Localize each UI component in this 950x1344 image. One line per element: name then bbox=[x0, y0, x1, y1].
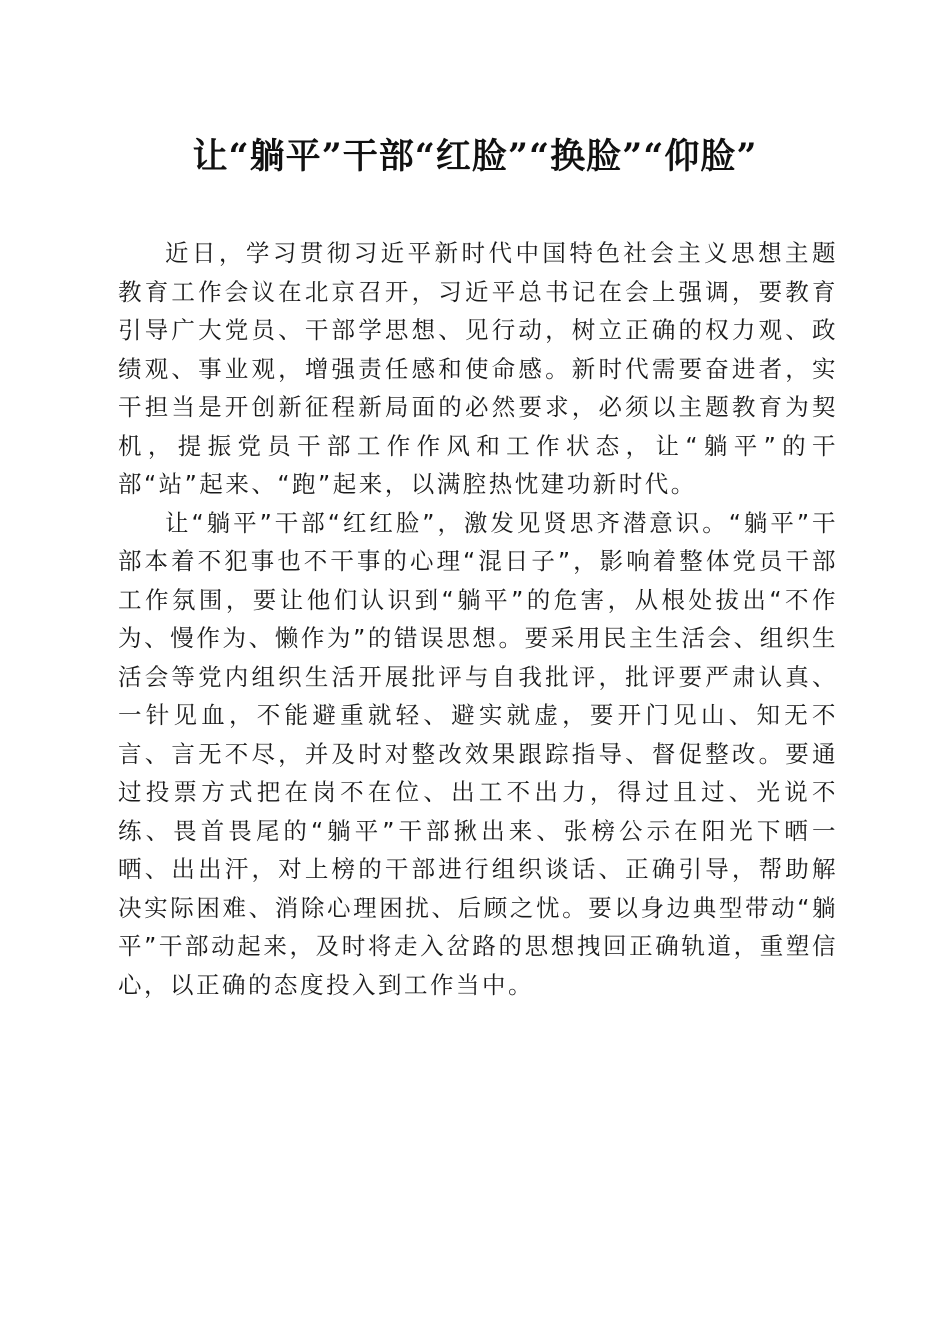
document-title: 让“躺平”干部“红脸”“换脸”“仰脸” bbox=[192, 136, 758, 177]
paragraph-2: 让“躺平”干部“红红脸”，激发见贤思齐潜意识。“躺平”干部本着不犯事也不干事的心理“混日子”，影响着整体党员干部工作氛围，要让他们认识到“躺平”的危害，从根处拔出“不作为、慢作为、懒作为”的错误思想。要采用民主生活会、组织生活会等党内组织生活开展批评与自我批评，批评要严肃认真、一针见血，不能避重就轻、避实就虚，要开门见山、知无不言、言无不尽，并及时对整改效果跟踪指导、督促整改。要通过投票方式把在岗不在位、出工不出力，得过且过、光说不练、畏首畏尾的“躺平”干部揪出来、张榜公示在阳光下晒一晒、出出汗，对上榜的干部进行组织谈话、正确引导，帮助解决实际困难、消除心理困扰、后顾之忧。要以身边典型带动“躺平”干部动起来，及时将走入岔路的思想拽回正确轨道，重塑信心，以正确的态度投入到工作当中。 bbox=[118, 508, 838, 999]
paragraph-1: 近日，学习贯彻习近平新时代中国特色社会主义思想主题教育工作会议在北京召开，习近平总书记在会上强调，要教育引导广大党员、干部学思想、见行动，树立正确的权力观、政绩观、事业观，增强责任感和使命感。新时代需要奋进者，实干担当是开创新征程新局面的必然要求，必须以主题教育为契机，提振党员干部工作作风和工作状态，让“躺平”的干部“站”起来、“跑”起来，以满腔热忱建功新时代。 bbox=[118, 239, 838, 498]
document-body bbox=[118, 234, 838, 1004]
